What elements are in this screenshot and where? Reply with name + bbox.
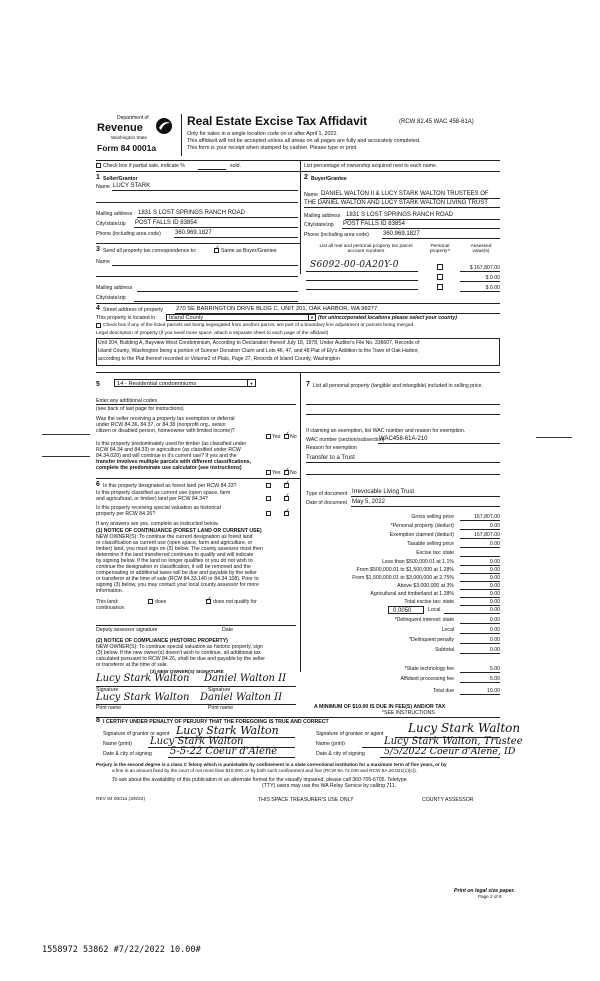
wac-label: WAC number (section/subsection) [306,437,385,443]
seller-name[interactable]: LUCY STARK [113,183,151,189]
buyer-num: 2 [304,174,308,181]
s6-n2-d: or transferor at the time of sale. [96,662,169,668]
calc-row-underline [460,633,500,634]
buyer-name-label: Name [304,192,318,198]
calc-row-value[interactable]: 0.00 [489,591,500,597]
grantee-date-label: Date & city of signing [316,751,365,757]
calc-row-underline [460,529,500,530]
partial-sale-checkbox[interactable] [96,163,101,168]
s5-q2-d: transfer involves multiple parcels with different classifications, [96,459,252,465]
calc-row-label: Taxable selling price [407,541,454,547]
seller-name-label: Name [96,184,110,190]
partial-sale-label: Check box if partial sale, indicate % [103,163,185,169]
calc-row-value[interactable]: 0.00 [489,523,500,529]
new-owner-print-2[interactable]: Daniel Walton II [200,692,283,703]
section3-mail-label: Mailing address [96,285,133,291]
seller-mail[interactable]: 1831 S LOST SPRINGS RANCH ROAD [138,210,245,216]
additional-codes-label: Enter any additional codes [96,398,158,404]
calc-row-underline [460,672,500,673]
s5-q1-b: under RCW 84.36, 84.37, or 84.38 (nonprofit org., senior [96,422,227,428]
recording-stamp: 1558972 53862 #7/22/2022 10.00# [42,945,201,955]
s5-q2-c: 84.34.020) and will continue in it's current use? If yes and the [96,453,237,459]
seller-num: 1 [96,174,100,181]
continuance-label: continuance. [96,605,126,611]
doc-date-label: Date of document [306,500,347,506]
header-line-3: This form is your receipt when stamped by cashier. Please type or print. [187,145,358,151]
property-use-value: 14 - Residential condominiums [117,380,197,387]
calc-row-underline [460,547,500,548]
margin-mark-3 [536,437,572,438]
section4-num: 4 [96,305,100,312]
s6-q3-no-check-icon: ✓ [284,508,290,515]
perjury-line-1: Perjury in the second degree is a class C felony which is punishable by confinement in a state correctional institution for a maximum term of five years, or by [96,762,447,767]
seller-heading: Seller/Grantor [103,176,138,182]
s6-n2-a: NEW OWNER(S): To continue special valuation as historic property, sign [96,644,263,650]
section3-num: 3 [96,246,100,253]
margin-mark-1 [42,434,90,435]
form-number: Form 84 0001a [97,143,157,153]
grantor-date-city[interactable]: 5-5-22 Coeur d'Alene [170,746,278,757]
section8-num: 8 [96,717,100,724]
minimum-note: A MINIMUM OF $10.00 IS DUE IN FEE(S) AND/OR TAX [314,704,446,710]
segregated-label: Check box if any of the listed parcels are being segregated from another parcel, are part of a boundary line adjustment or parcels being merged. [103,323,415,328]
does-qualify-checkbox[interactable] [148,599,153,604]
calc-row-label: Affidavit processing fee [400,676,454,682]
margin-mark-2 [42,456,90,457]
s6-q2-no-check-icon: ✓ [284,493,290,500]
ask-line-1: To ask about the availability of this publication in an alternate format for the visually impaired, please call 360-705-6705. Teletype [112,777,407,783]
section3-city-label: City/state/zip [96,295,126,301]
s5-q1-yes-label: Yes [272,434,281,440]
county-value: Island County [169,315,204,321]
calc-row-label: Local [441,627,454,633]
certify-statement: I CERTIFY UNDER PENALTY OF PERJURY THAT THE FOREGOING IS TRUE AND CORRECT [103,719,329,725]
form-rcw: (RCW 82.45 WAC 458-61A) [399,119,474,125]
list-pct-note: List percentage of ownership acquired next to each name. [304,163,438,169]
s6-n1-title: (1) NOTICE OF CONTINUANCE (FOREST LAND OR CURRENT USE) [96,528,262,534]
s5-q2-no-label: No [290,470,297,476]
buyer-city-label: City/state/zip [304,222,334,228]
new-owner-sig-label: Signature [96,687,119,693]
s5-q2-a: Is this property predominately used for timber (as classified under [96,441,247,447]
same-as-buyer-check-icon: ✓ [214,245,220,252]
calc-row-underline [460,653,500,654]
s5-q1-no-check-icon: ✓ [284,431,290,438]
calc-row-underline [460,573,500,574]
calc-row-label: Less than $500,000.01 at 1.1% [382,559,454,565]
calc-row-label: Total due [432,688,454,694]
calc-row-label: Total excise tax: state [404,599,454,605]
county-label: This property is located in [96,315,156,321]
this-land-label: This land: [96,599,119,605]
section7-num: 7 [306,381,310,388]
legal-paper-note: Print on legal size paper. [454,888,515,894]
header-line-2: This affidavit will not be accepted unless all areas on all pages are fully and accurately completed. [187,138,421,144]
calc-row-label: *Personal property (deduct) [390,523,454,529]
local-label: Local [428,607,441,613]
grantor-signature[interactable]: Lucy Stark Walton [176,724,279,737]
s5-q1-no-label: No [290,434,297,440]
deputy-date-label: Date [222,627,233,633]
legal-line-3: according to the Plat thereof recorded or Volume2 of Plats, Page 27, Reocrds of Island County, Washington [98,356,340,362]
local-rate-box[interactable] [388,606,424,614]
new-owner-signature-1[interactable]: Lucy Stark Walton [96,673,190,684]
calc-row-label: Excise tax: state [416,550,454,556]
calc-row-underline [460,605,500,606]
dropdown-arrow-icon: ▼ [247,380,255,387]
doc-type[interactable]: Irrevocable Living Trust [352,489,415,495]
buyer-mail-label: Mailing address [304,213,341,219]
calc-row-value[interactable]: 5.00 [489,666,500,672]
calc-row-value[interactable]: 0.00 [489,575,500,581]
assessed-value-1[interactable]: $ 167,807.00 [469,265,500,271]
s6-n3-title: (3) NEW OWNER(S) SIGNATURE [150,670,224,675]
parcel-col-1: List all real and personal property tax parcel account numbers [319,244,413,255]
s5-q2-yes-label: Yes [272,470,281,476]
seller-city-label: City/state/zip [96,221,126,227]
s6-q2-yes-checkbox[interactable] [266,496,271,501]
s6-n1-b: or classification as current use (open space, farm and agriculture, or [96,540,253,546]
grantor-date-label: Date & city of signing [103,751,152,757]
grantee-signature[interactable]: Lucy Stark Walton [408,721,521,735]
s6-n2-title: (2) NOTICE OF COMPLIANCE (HISTORIC PROPERTY) [96,638,228,644]
s6-n1-c: timber) land, you must sign on (3) below. The county assessor must then [96,546,263,552]
calc-row-value[interactable]: 0.00 [489,637,500,643]
perjury-line-2: a fine in an amount fixed by the court of not more than $10,000, or by both such confinement and fine (RCW 9A.72.030 and RCW 9A.20.021(1)(c)). [112,768,418,773]
calc-row-underline [460,623,500,624]
personal-property-checkbox-3[interactable] [437,284,443,290]
see-instructions: *SEE INSTRUCTIONS [382,710,435,716]
legal-label: Legal description of property (if you need more space, attach a separate sheet to each page of the affidavit) [96,331,329,336]
calc-row-label: Gross selling price [411,514,454,520]
local-value[interactable]: 0.00 [489,607,500,613]
s6-q1: Is this property designated as forest land per RCW 84.33? [103,483,237,489]
s6-n1-d: determine if the land transferred continues to qualify and will indicate [96,552,254,558]
calc-row-label: *Delinquent interest: state [394,617,454,623]
calc-row-label: Exemption claimed (deduct) [389,532,454,538]
s6-n2-c: calculated pursuant to RCW 84.26, shall be due and payable by the seller [96,656,265,662]
grantee-date-city[interactable]: 5/5/2022 Coeur d'Alene, ID [384,746,516,757]
grantee-name-label: Name (print) [316,741,345,747]
page-number: Page 2 of 6 [478,894,502,899]
dropdown-arrow-icon: ▼ [308,315,315,321]
legal-line-2: Island County, Washington being a portion of Sumner Donation Claim and Lots 46, 47, and 48 Plat of Ely's Addition to the Town of Oak Harbor, [98,348,419,354]
section3-text: Send all property tax correspondence to: [103,248,197,254]
street-label: Street address of property [103,307,163,313]
calc-row-value[interactable]: 0.00 [489,583,500,589]
grantor-sig-label: Signature of grantor or agent [103,731,170,737]
deputy-assessor-label: Deputy assessor signature [96,627,158,633]
calc-row-underline [460,538,500,539]
calc-row-value[interactable]: 167,807.00 [474,514,500,520]
buyer-heading: Buyer/Grantee [311,176,347,182]
calc-row-underline [460,581,500,582]
calc-row-value[interactable]: 0.00 [489,627,500,633]
treasurer-use: THIS SPACE TREASURER'S USE ONLY [258,797,354,803]
buyer-phone-label: Phone (including area code) [304,232,369,238]
calc-row-label: Above $3,000,000 at 3% [397,583,454,589]
buyer-phone[interactable]: 360.969.1827 [383,231,420,237]
revenue-logo [97,115,177,160]
s6-q3-b: property per RCW 84.26? [96,511,156,517]
calc-row-value[interactable]: 167,807.00 [474,532,500,538]
new-owner-signature-2[interactable]: Daniel Walton II [204,673,287,684]
personal-property-checkbox-1[interactable] [437,264,443,270]
wac-number[interactable]: WAC458-61A-210 [379,436,428,442]
grantor-print-name[interactable]: Lucy Stark Walton [150,736,244,747]
county-select[interactable] [166,314,316,321]
s5-q1-a: Was the seller receiving a property tax exemption or deferral [96,416,235,422]
s6-q1-yes-checkbox[interactable] [266,483,271,488]
s6-n1-a: NEW OWNER(S): To continue the current designation as forest land [96,534,253,540]
assessed-value-3[interactable]: $ 0.00 [485,285,500,291]
s6-n1-i: signing (3) below, you may contact your local county assessor for more [96,582,259,588]
logo-state: Washington State [111,135,148,140]
s6-q2-b: and agricultural, or timber) land per RCW 84.34? [96,496,208,502]
calc-row-value[interactable]: 0.00 [489,559,500,565]
logo-revenue: Revenue [97,122,143,134]
seller-mail-label: Mailing address [96,211,133,217]
doc-type-label: Type of document [306,491,348,497]
s5-q1-yes-checkbox[interactable] [266,434,271,439]
form-title: Real Estate Excise Tax Affidavit [187,114,368,128]
exemption-claim-note: If claiming an exemption, list WAC number and reason for exemption. [306,428,466,434]
new-owner-sig-label-2: Signature [208,687,231,693]
s5-q2-e: complete the predominate use calculator (see instructions) [96,465,242,471]
calc-row-underline [460,589,500,590]
s6-n1-h: or transferor at the time of sale (RCW 84.33.140 or 84.34.108). Prior to [96,576,259,582]
property-use-select[interactable] [114,379,256,387]
exemption-reason[interactable]: Transfer to a Trust [306,455,355,461]
parcel-number[interactable]: S6092-00-0A20Y-0 [310,260,399,270]
section3-name-label: Name [96,259,110,265]
same-as-buyer-label: Same as Buyer/Grantee [221,248,277,254]
new-owner-print-1[interactable]: Lucy Stark Walton [96,692,190,703]
s6-q2-a: Is this property classified as current use (open space, farm [96,490,231,496]
see-back-note: (see back of last page for instructions) [96,406,184,412]
s6-n1-g: compensating or additional taxes will be due and payable by the seller [96,570,257,576]
logo-swoosh-icon [155,117,173,135]
s6-q3-yes-checkbox[interactable] [266,511,271,516]
s5-q2-yes-checkbox[interactable] [266,470,271,475]
local-rate: 0.0050 [393,607,412,614]
s5-q2-no-check-icon: ✓ [284,467,290,474]
calc-row-underline [460,520,500,521]
calc-row-label: From $500,000.01 to $1,500,000 at 1.28% [356,567,454,573]
calc-row-label: *Delinquent penalty [409,637,454,643]
s6-q1-no-check-icon: ✓ [284,480,290,487]
sold-label: sold. [230,163,241,169]
parcel-col-3: Assessed value(s) [470,244,492,255]
does-not-qualify-label: does not qualify for [213,599,257,605]
s6-any: If any answers are yes, complete as instructed below. [96,521,219,527]
does-qualify-label: does [155,599,167,605]
doc-date[interactable]: May 5, 2022 [352,499,386,505]
new-owner-print-label: Print name [96,705,122,711]
ask-line-2: (TTY) users may use the WA Relay Service by calling 711. [262,783,397,789]
section7-text: List all personal property (tangible and intangible) included in selling price. [313,383,483,389]
buyer-name-1[interactable]: DANIEL WALTON II & LUCY STARK WALTON TRUSTEES OF [321,191,489,197]
grantee-print-name[interactable]: Lucy Stark Walton, Trustee [384,736,523,747]
calc-row-label: Subtotal [434,647,454,653]
s5-q2-b: RCW 84.34 and 84.33) or agriculture (as classified under RCW [96,447,241,453]
buyer-mail[interactable]: 1831 S LOST SPRINGS RANCH ROAD [346,212,453,218]
assessed-value-2[interactable]: $ 0.00 [485,275,500,281]
section5-num: 5 [96,381,100,388]
calc-row-underline [460,597,500,598]
s6-n1-f: continue the designation or classification, it will be removed and the [96,564,251,570]
calc-row-value[interactable]: 0.00 [489,599,500,605]
calc-row-value[interactable]: 0.00 [489,647,500,653]
header-line-1: Only for sales in a single location code on or after April 1, 2022. [187,131,339,137]
grantor-name-label: Name (print) [103,741,132,747]
personal-property-checkbox-2[interactable] [437,274,443,280]
calc-row-label: Agricultural and timberland at 1.28% [370,591,454,597]
s6-n2-b: (3) below. If the new owner(s) doesn't wish to continue, all additional tax [96,650,261,656]
calc-row-value[interactable]: 0.00 [489,567,500,573]
calc-row-value[interactable]: 5.00 [489,676,500,682]
calc-row-underline [460,643,500,644]
buyer-name-2[interactable]: THE DANIEL WALTON AND LUCY STARK WALTON LIVING TRUST [304,200,488,206]
calc-row-underline [460,556,500,557]
calc-row-label: From $1,500,000.01 to $3,000,000 at 2.75% [352,575,454,581]
seller-phone[interactable]: 360.969.1827 [175,230,212,236]
county-note: (for unincorporated locations please select your county) [318,315,457,321]
calc-row-value[interactable]: 0.00 [489,541,500,547]
buyer-city[interactable]: POST FALLS ID 83854 [343,221,405,227]
calc-row-value[interactable]: 10.00 [487,688,500,694]
calc-row-underline [460,565,500,566]
s6-n1-e: by signing below. If the land no longer qualifies or you do not wish to [96,558,253,564]
calc-row-label: *State technology fee [404,666,454,672]
street-address[interactable]: 270 SE BARRINGTON DRIVE BLDG C, UNIT 201, OAK HARBOR, WA 98277 [176,306,378,312]
s6-q3-a: Is this property receiving special valuation as historical [96,505,221,511]
calc-row-underline [460,682,500,683]
new-owner-print-label-2: Print name [208,705,234,711]
section6-num: 6 [96,481,100,488]
parcel-col-2: Personal property? [429,244,451,255]
logo-dept-of: Department of [117,115,149,121]
does-not-qualify-check-icon: ✓ [206,596,212,603]
s5-q1-c: citizen or disabled person, homeowner with limited income)? [96,428,235,434]
grantee-sig-label: Signature of grantee or agent [316,731,384,737]
seller-phone-label: Phone (including area code) [96,231,161,237]
segregated-checkbox[interactable] [96,323,101,328]
legal-line-1: Unit 204, Building A, Bayview West Condominium, According to Declaration thereof July 18, 1978, Under Auditor's File No. 336607, Records of [98,340,420,346]
reason-label: Reason for exemption [306,445,357,451]
county-assessor: COUNTY ASSESSOR [422,797,474,803]
calc-row-underline [460,694,500,695]
revision: REV 84 0001a (3/8/22) [96,797,146,802]
seller-city[interactable]: POST FALLS ID 83854 [135,220,197,226]
calc-row-value[interactable]: 0.00 [489,617,500,623]
s6-n1-j: information. [96,588,124,594]
